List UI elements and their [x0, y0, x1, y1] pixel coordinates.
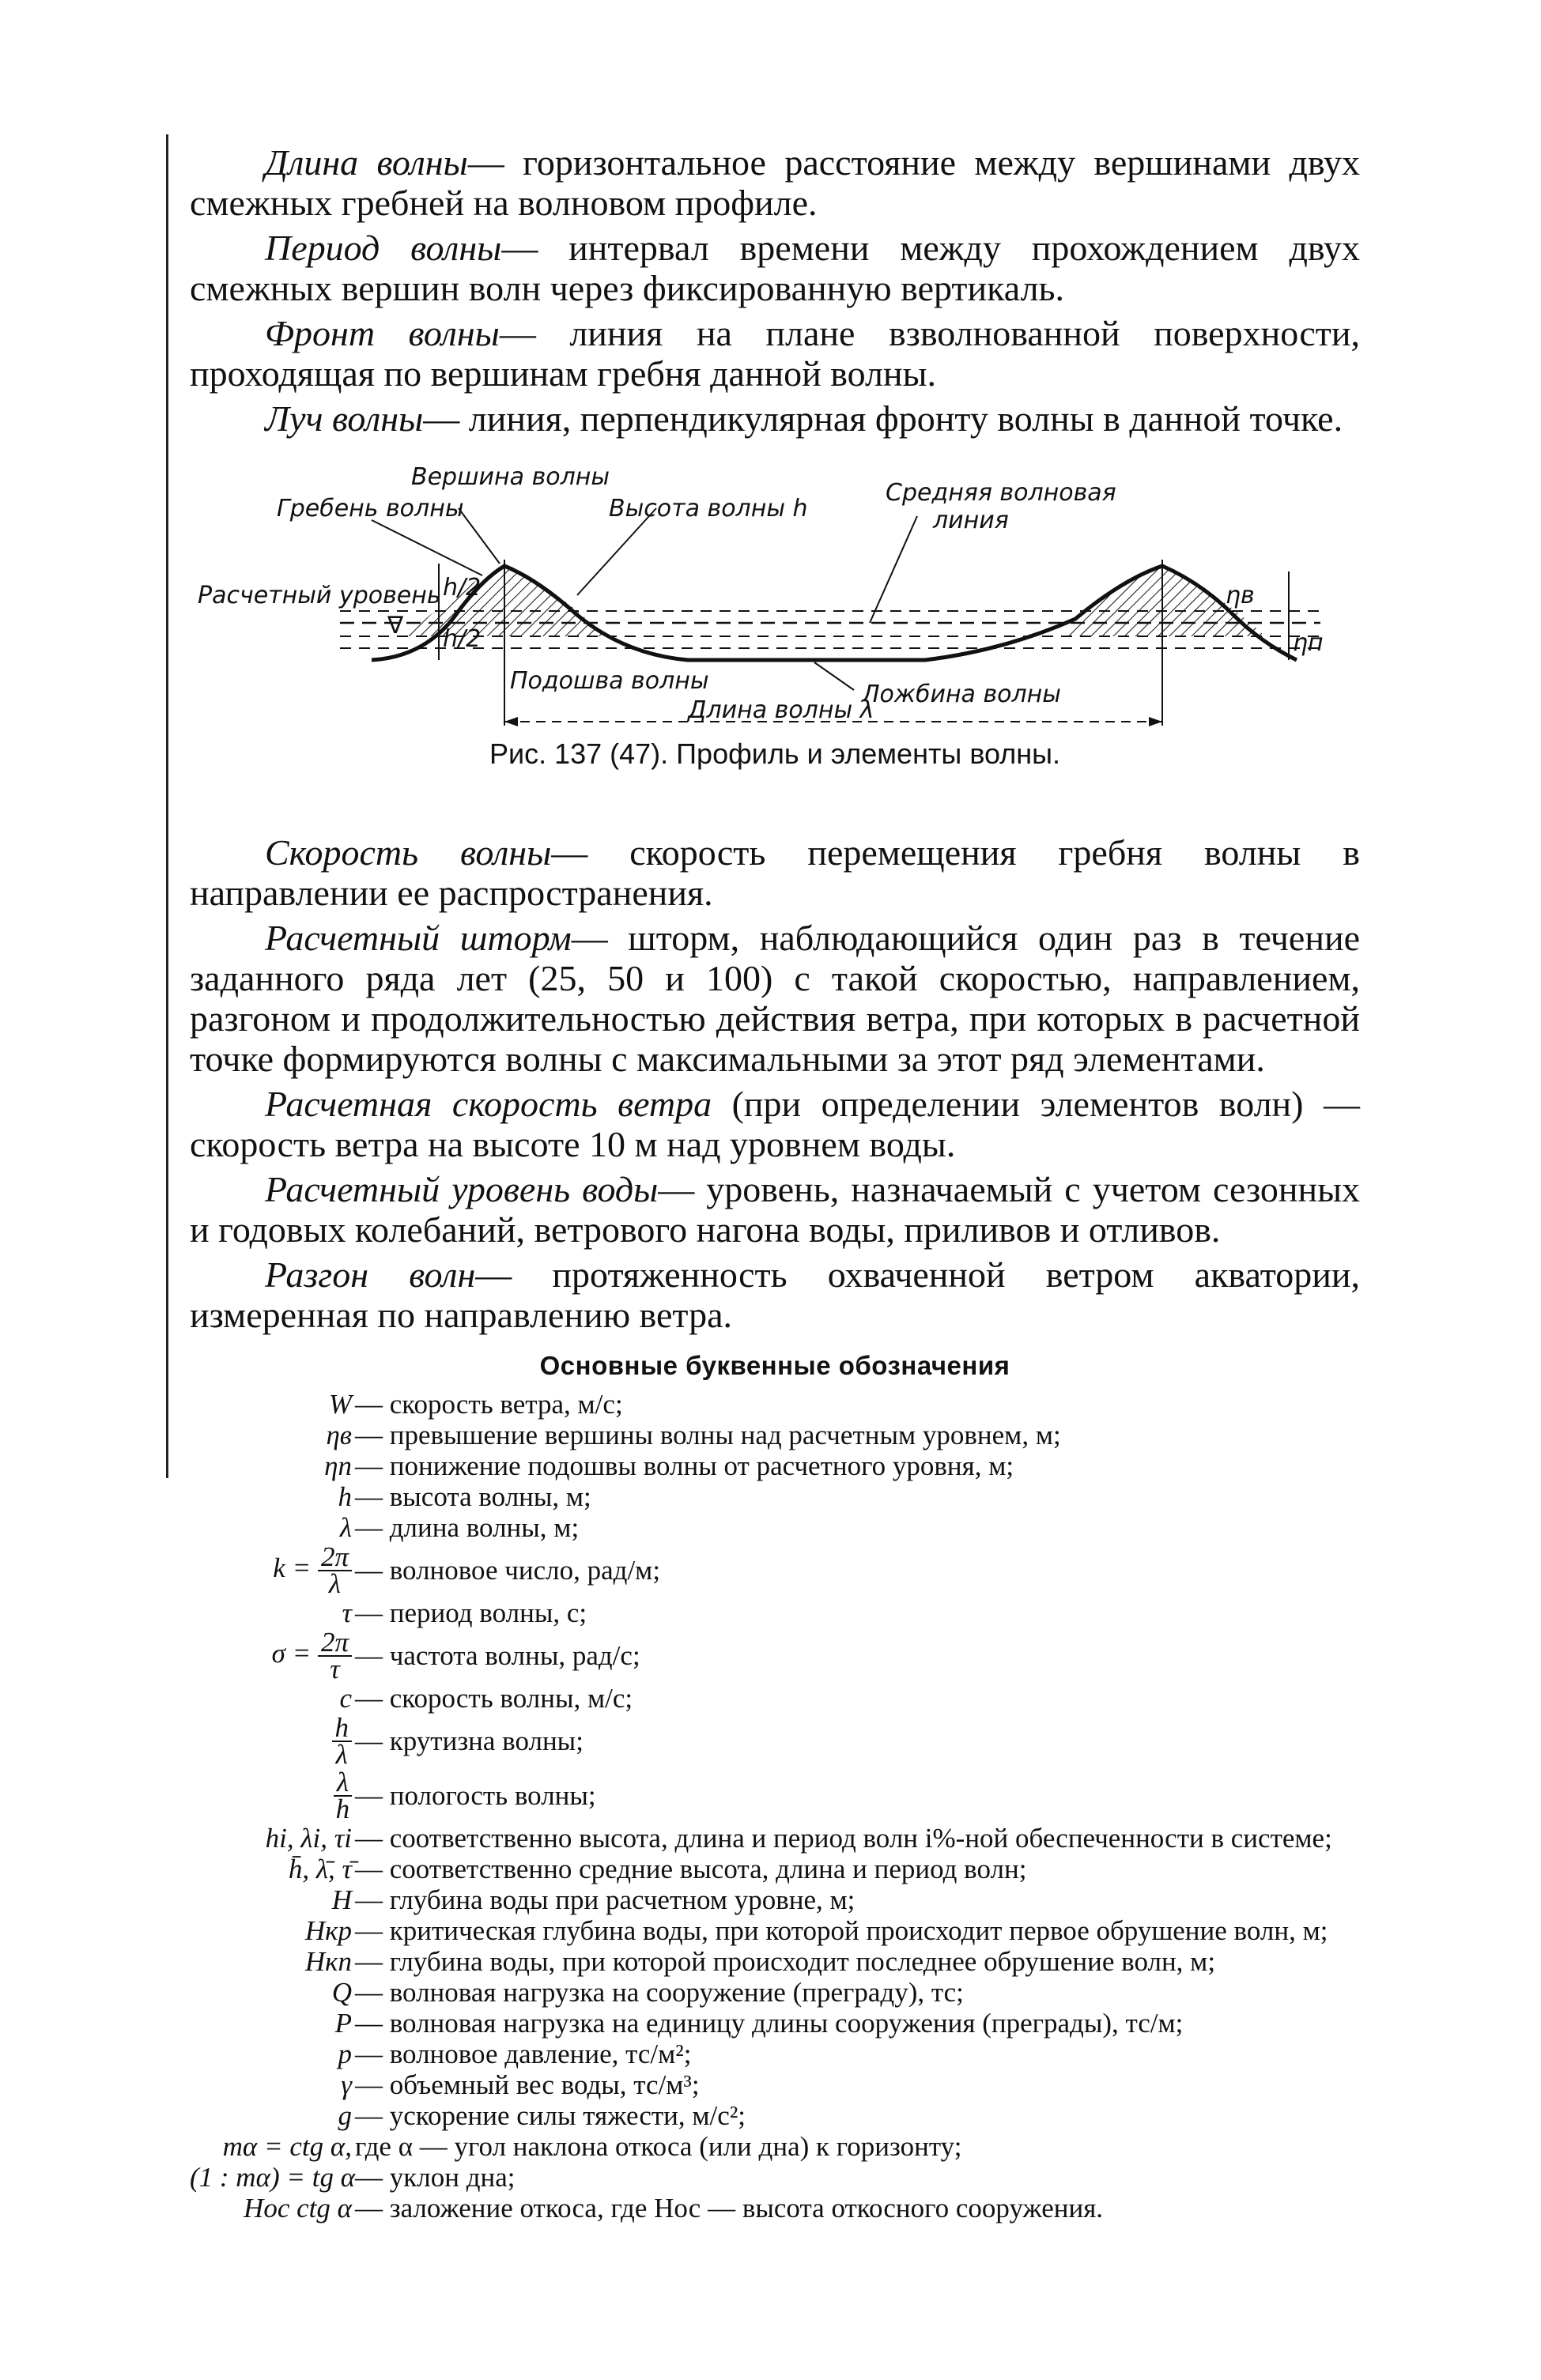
notation-description: — заложение откоса, где Hос — высота откосного сооружения. [355, 2193, 1104, 2223]
fraction-numerator: 2π [318, 1545, 352, 1571]
leader-mean-line [870, 516, 917, 623]
definitions-block [190, 142, 1360, 439]
notation-row [190, 1948, 1360, 1976]
definition-paragraph [190, 918, 1360, 1079]
fraction-denominator: τ [330, 1654, 340, 1684]
notation-row [190, 1712, 1360, 1770]
wave-profile-diagram [198, 453, 1324, 730]
notation-symbol [190, 1712, 355, 1770]
margin-rule [166, 134, 168, 1478]
water-level-icon: ∇ [387, 612, 404, 639]
notation-symbol [190, 1948, 355, 1976]
page-content [190, 142, 1360, 2225]
notation-symbol-text: ηп [324, 1450, 352, 1481]
fraction [318, 1541, 352, 1599]
label-mean-line-2: линия [933, 507, 1009, 534]
notation-row [190, 2071, 1360, 2099]
notation-row [190, 1824, 1360, 1853]
notation-row [190, 1917, 1360, 1945]
notation-row [190, 1483, 1360, 1511]
notation-symbol [190, 1684, 355, 1713]
notation-row [190, 2009, 1360, 2038]
definition-text: — уровень, назначаемый с учетом сезонных и годовых колебаний, ветрового нагона воды, приливов и отливов. [190, 1169, 1360, 1250]
label-h-half-2: h/2 [443, 625, 482, 653]
definition-term: Разгон волн [265, 1254, 476, 1295]
notation-symbol-text: Hос ctg α [244, 2193, 352, 2223]
notation-description: — скорость ветра, м/с; [355, 1389, 623, 1420]
label-foot: Подошва волны [510, 667, 709, 695]
fraction-numerator: λ [334, 1770, 352, 1797]
notation-symbol-text: λ [339, 1512, 352, 1543]
leader-crest-top [459, 508, 500, 564]
notation-description: — превышение вершины волны над расчетным уровнем, м; [355, 1420, 1061, 1450]
notation-description: — уклон дна; [355, 2162, 516, 2193]
notation-row [190, 2040, 1360, 2069]
figure-caption: Рис. 137 (47). Профиль и элементы волны. [489, 737, 1061, 770]
notation-symbol [190, 2102, 355, 2130]
notation-row [190, 1390, 1360, 1419]
fraction-denominator: λ [328, 1568, 342, 1599]
notation-symbol [190, 2133, 355, 2161]
label-height: Высота волны h [609, 495, 808, 522]
notation-symbol-text: Hкп [304, 1946, 352, 1977]
definition-paragraph [190, 398, 1360, 439]
label-crest: Гребень волны [277, 495, 464, 522]
definition-term: Период волны [265, 228, 502, 268]
notation-row [190, 1627, 1360, 1684]
notation-row [190, 2194, 1360, 2223]
notation-symbol-text: g [338, 2100, 352, 2131]
definition-paragraph [190, 142, 1360, 223]
notation-symbol [190, 1483, 355, 1511]
notation-symbol [190, 1917, 355, 1945]
notation-description: — соответственно средние высота, длина и период волн; [355, 1854, 1027, 1884]
notation-description: — пологость волны; [355, 1780, 596, 1811]
notation-symbol-text: mα = ctg α, [222, 2131, 352, 2162]
definition-text: (при определении элементов волн) — скорость ветра на высоте 10 м над уровнем воды. [190, 1084, 1361, 1164]
notation-symbol [190, 1886, 355, 1914]
notation-symbol [190, 1627, 355, 1684]
notation-symbol-text: τ [342, 1597, 352, 1628]
notation-symbol [190, 1421, 355, 1450]
notation-symbol [190, 2071, 355, 2099]
definition-term: Расчетный уровень воды [265, 1169, 659, 1209]
definition-text: — горизонтальное расстояние между вершинами двух смежных гребней на волновом профиле. [190, 142, 1360, 223]
notation-description: — объемный вес воды, тс/м³; [355, 2069, 700, 2100]
notation-symbol-text: ηв [326, 1420, 352, 1450]
notation-description: — глубина воды, при которой происходит последнее обрушение волн, м; [355, 1946, 1216, 1977]
notation-symbol-text: k = [273, 1552, 312, 1584]
notation-symbol-text: H [331, 1884, 352, 1915]
leader-crest [372, 520, 482, 575]
definition-term: Фронт волны [265, 313, 500, 353]
notation-description: — волновая нагрузка на единицу длины сооружения (преграды), тс/м; [355, 2008, 1184, 2039]
definitions-block-2 [190, 832, 1360, 1335]
notation-row [190, 2102, 1360, 2130]
definition-term: Расчетная скорость ветра [265, 1084, 712, 1124]
notation-symbol [190, 1599, 355, 1628]
notation-row [190, 2133, 1360, 2161]
definition-paragraph [190, 228, 1360, 308]
definition-term: Скорость волны [265, 832, 552, 873]
label-length: Длина волны λ [688, 696, 874, 724]
definition-text: — шторм, наблюдающийся один раз в течение заданного ряда лет (25, 50 и 100) с такой скоростью, направлением, разгоном и продолжительностью действия ветра, при которых в расчетной точке формируются волны с максимальными за этот ряд элементами. [190, 918, 1360, 1079]
fraction [334, 1767, 352, 1824]
notation-description: — волновое число, рад/м; [355, 1555, 661, 1586]
notation-row [190, 1599, 1360, 1628]
notation-description: — скорость волны, м/с; [355, 1683, 633, 1714]
notation-description: — волновое давление, тс/м²; [355, 2039, 692, 2069]
notation-description: — понижение подошвы волны от расчетного уровня, м; [355, 1450, 1014, 1481]
definition-text: — линия, перпендикулярная фронту волны в данной точке. [423, 398, 1343, 439]
label-mean-line-1: Средняя волновая [886, 479, 1116, 507]
definition-term: Расчетный шторм [265, 918, 572, 958]
notation-symbol-text: h̄, λ̄, τ̄ [288, 1854, 352, 1884]
definition-paragraph [190, 832, 1360, 913]
label-eta-p: ηп [1293, 629, 1324, 657]
label-h-half-1: h/2 [443, 574, 482, 602]
notation-symbol-text: h [338, 1481, 352, 1512]
notation-description: — крутизна волны; [355, 1726, 584, 1756]
definition-term: Длина волны [265, 142, 468, 183]
fraction-numerator: 2π [318, 1630, 352, 1657]
notation-row [190, 1514, 1360, 1542]
definition-paragraph [190, 1084, 1360, 1164]
notation-row [190, 1886, 1360, 1914]
notation-list [190, 1390, 1360, 2223]
notation-symbol-text: (1 : mα) = tg α [190, 2162, 356, 2193]
notation-symbol [190, 2194, 355, 2223]
leader-trough [814, 662, 854, 690]
fraction [332, 1712, 353, 1770]
notation-symbol-text: p [338, 2039, 352, 2069]
notation-row [190, 2163, 1360, 2192]
notation-description: — период волны, с; [355, 1597, 587, 1628]
notation-description: — соответственно высота, длина и период волн i%-ной обеспеченности в системе; [355, 1823, 1332, 1854]
notation-row [190, 1978, 1360, 2007]
notation-description: где α — угол наклона откоса (или дна) к горизонту; [355, 2131, 962, 2162]
wave-profile-figure [190, 453, 1360, 809]
notation-row [190, 1452, 1360, 1480]
notation-symbol [190, 1767, 355, 1824]
definition-text: — линия на плане взволнованной поверхности, проходящая по вершинам гребня данной волны. [190, 313, 1360, 394]
notation-symbol [190, 2040, 355, 2069]
notation-symbol [190, 1452, 355, 1480]
definition-text: — протяженность охваченной ветром акватории, измеренная по направлению ветра. [190, 1254, 1361, 1335]
notation-description: — критическая глубина воды, при которой происходит первое обрушение волн, м; [355, 1915, 1328, 1946]
notation-symbol-text: c [339, 1683, 352, 1714]
notation-row [190, 1684, 1360, 1713]
notation-description: — волновая нагрузка на сооружение (преграду), тс; [355, 1977, 964, 2008]
notation-symbol [190, 2009, 355, 2038]
definition-term: Луч волны [265, 398, 424, 439]
definition-paragraph [190, 313, 1360, 394]
notation-symbol-text: W [328, 1389, 352, 1420]
notation-symbol-text: σ = [271, 1638, 312, 1669]
notation-symbol [190, 1514, 355, 1542]
notation-symbol [190, 1978, 355, 2007]
notation-symbol [190, 1824, 355, 1853]
notation-row [190, 1855, 1360, 1884]
notation-title: Основные буквенные обозначения [539, 1351, 1010, 1380]
arrow-left-head [504, 717, 518, 726]
notation-symbol [190, 2163, 355, 2192]
notation-description: — частота волны, рад/с; [355, 1640, 640, 1671]
notation-symbol [190, 1855, 355, 1884]
notation-description: — длина волны, м; [355, 1512, 580, 1543]
notation-description: — глубина воды при расчетном уровне, м; [355, 1884, 855, 1915]
definition-paragraph [190, 1254, 1360, 1335]
definition-text: — скорость перемещения гребня волны в направлении ее распространения. [190, 832, 1360, 913]
notation-description: — высота волны, м; [355, 1481, 591, 1512]
notation-symbol [190, 1541, 355, 1599]
label-trough: Ложбина волны [862, 681, 1061, 708]
label-crest-top: Вершина волны [411, 463, 610, 491]
definition-paragraph [190, 1169, 1360, 1250]
fraction-numerator: h [332, 1715, 353, 1742]
notation-row [190, 1541, 1360, 1599]
notation-row [190, 1767, 1360, 1824]
notation-row [190, 1421, 1360, 1450]
arrow-right-head [1149, 717, 1162, 726]
fraction-denominator: λ [335, 1739, 348, 1770]
fraction [318, 1627, 352, 1684]
notation-symbol-text: hi, λi, τi [265, 1823, 352, 1854]
notation-symbol-text: P [334, 2008, 352, 2039]
notation-symbol-text: Q [331, 1977, 352, 2008]
label-design-level: Расчетный уровень [198, 582, 441, 609]
notation-symbol-text: γ [341, 2069, 352, 2100]
definition-text: — интервал времени между прохождением двух смежных вершин волн через фиксированную вертикаль. [190, 228, 1361, 308]
notation-description: — ускорение силы тяжести, м/с²; [355, 2100, 746, 2131]
notation-symbol-text: Hкр [304, 1915, 352, 1946]
label-eta-b: ηв [1226, 582, 1255, 609]
notation-symbol [190, 1390, 355, 1419]
fraction-denominator: h [335, 1793, 350, 1824]
